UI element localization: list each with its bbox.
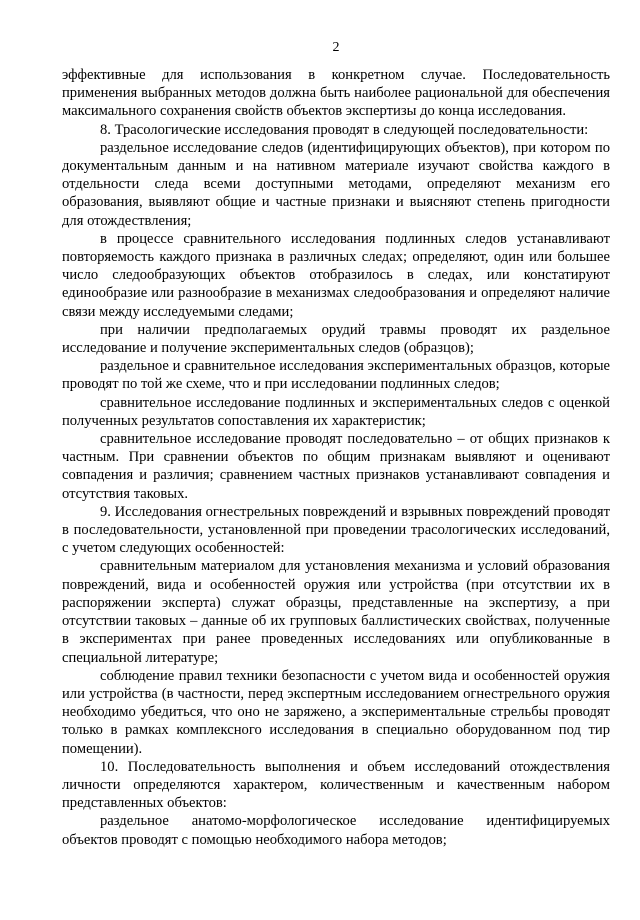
- paragraph-comparative-material: сравнительным материалом для установления механизма и условий образования повреждений, вида и особенностей оружия или устройства (при отсутствии их в распоряжении эксперта) служат образцы, представленные на экспертизу, а при отсутствии таковых – данные об их групповых баллистических свойствах, полученные в экспериментах при ранее проведенных исследованиях или опубликованные в специальной литературе;: [62, 558, 610, 666]
- paragraph-general-to-specific: сравнительное исследование проводят последовательно – от общих признаков к частным. При сравнении объектов по общим признакам выявляют и оценивают совпадения и различия; сравнением частных признаков устанавливают совпадения и отсутствия таковых.: [62, 431, 610, 502]
- paragraph-anatomo-morphological: раздельное анатомо-морфологическое исследование идентифицируемых объектов проводят с помощью необходимого набора методов;: [62, 813, 610, 848]
- paragraph-separate-trace-study: раздельное исследование следов (идентифицирующих объектов), при котором по документальным данным и на нативном материале изучают свойства каждого в отдельности следа всеми доступными методами, определяют механизм его образования, выявляют общие и частные признаки и выясняют степень пригодности для отождествления;: [62, 139, 610, 229]
- paragraph-experimental-samples: раздельное и сравнительное исследования экспериментальных образцов, которые проводят по той же схеме, что и при исследовании подлинных следов;: [62, 358, 610, 393]
- paragraph-section-10-heading: 10. Последовательность выполнения и объем исследований отождествления личности определяются характером, количественным и качественным набором представленных объектов:: [62, 758, 610, 812]
- paragraph-section-8-heading: 8. Трасологические исследования проводят в следующей последовательности:: [100, 121, 589, 138]
- paragraph-section-9-heading: 9. Исследования огнестрельных повреждений и взрывных повреждений проводят в последовательности, установленной при проведении трасологических исследований, с учетом следующих особенностей:: [62, 503, 610, 557]
- page-number: 2: [332, 40, 340, 55]
- paragraph-suspected-weapons: при наличии предполагаемых орудий травмы проводят их раздельное исследование и получение экспериментальных следов (образцов);: [62, 321, 610, 357]
- paragraph-comparison-original-experimental: сравнительное исследование подлинных и экспериментальных следов с оценкой полученных результатов сопоставления их характеристик;: [62, 394, 610, 429]
- paragraph-comparative-study: в процессе сравнительного исследования подлинных следов устанавливают повторяемость каждого признака в различных следах; определяют, один или большее число следообразующих объектов отобразилось в следах, или констатируют единообразие или разнообразие в механизмах следообразования и определяют наличие связи между исследуемыми следами;: [62, 230, 610, 320]
- paragraph-safety-rules: соблюдение правил техники безопасности с учетом вида и особенностей оружия или устройства (в частности, перед экспертным исследованием огнестрельного оружия необходимо убедиться, что оно не заряжено, а экспериментальные стрельбы проводят только в рамках комплексного исследования в специально оборудованном под тир помещении).: [62, 667, 610, 757]
- paragraph-continuation: эффективные для использования в конкретном случае. Последовательность применения выбранных методов должна быть наиболее рациональной для обеспечения максимального сохранения свойств объектов экспертизы до конца исследования.: [62, 67, 610, 120]
